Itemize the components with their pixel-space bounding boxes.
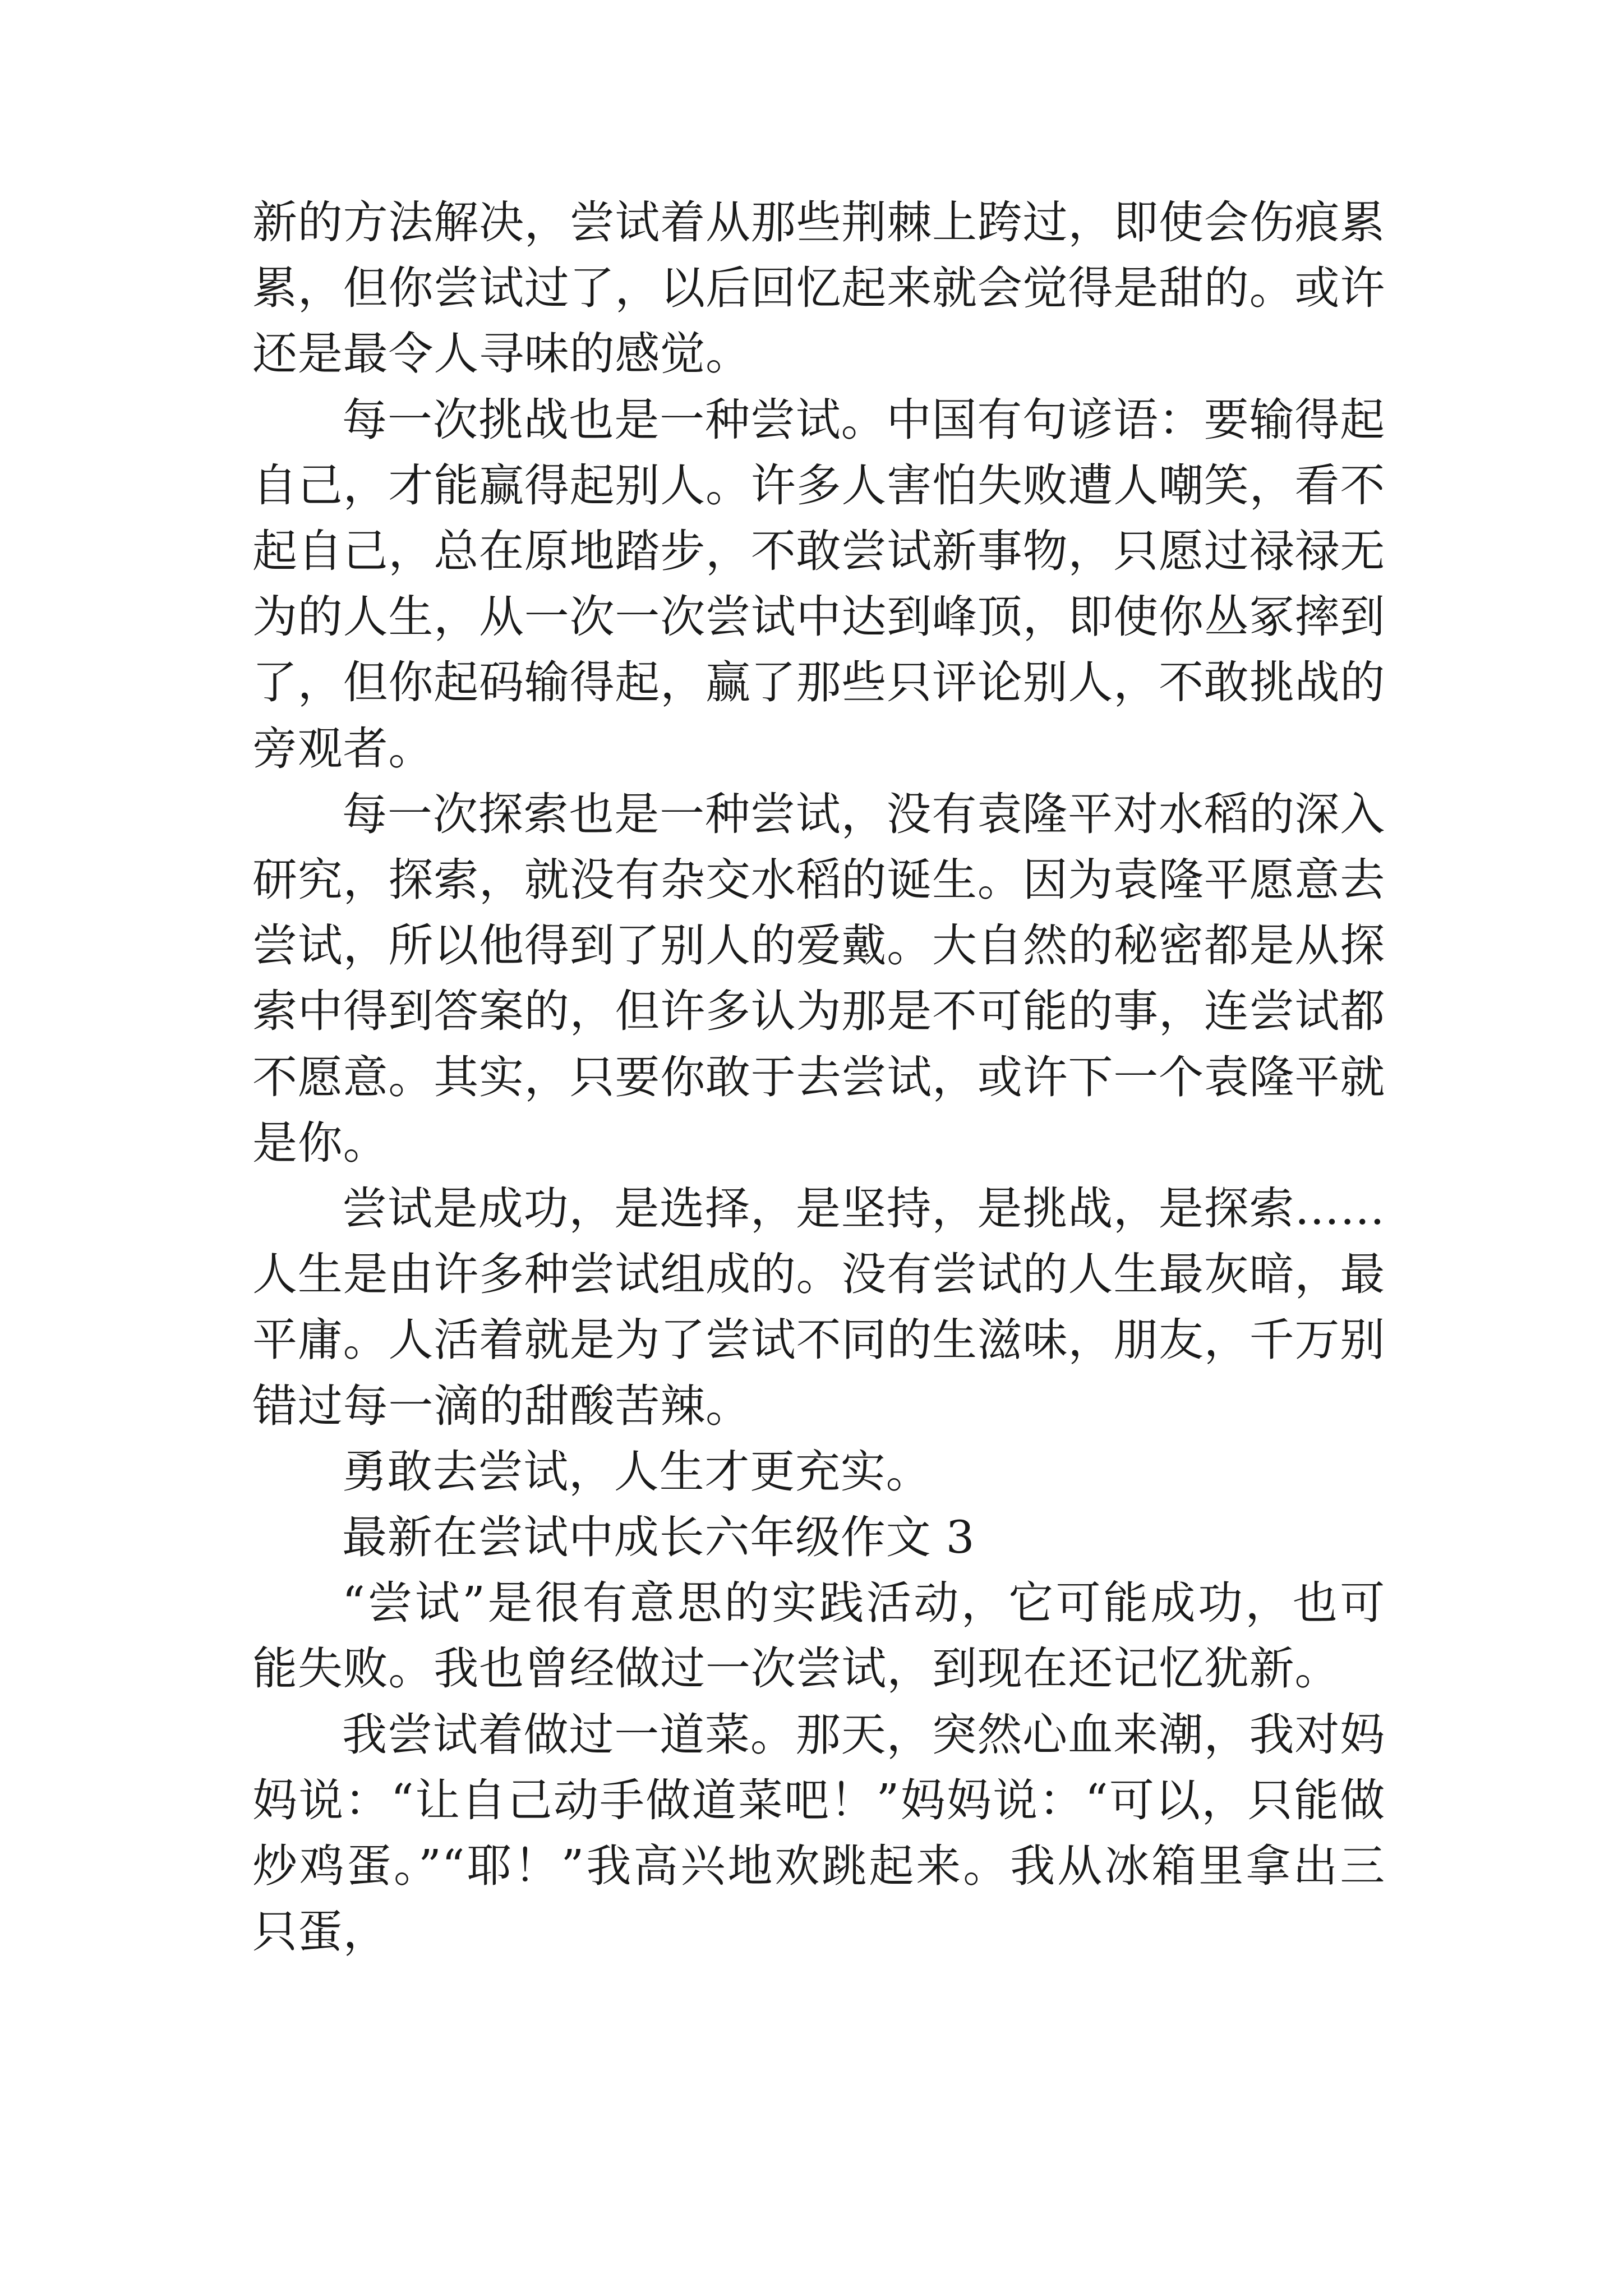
paragraph-continuation: 新的方法解决，尝试着从那些荆棘上跨过，即使会伤痕累累，但你尝试过了，以后回忆起来就会觉得是甜的。或许还是最令人寻味的感觉。: [252, 196, 1385, 380]
paragraph-challenge: 每一次挑战也是一种尝试。中国有句谚语：要输得起自己，才能赢得起别人。许多人害怕失败遭人嘲笑，看不起自己，总在原地踏步，不敢尝试新事物，只愿过禄禄无为的人生，从一次一次尝试中达到峰顶，即使你丛冢摔到了，但你起码输得起，赢了那些只评论别人，不敢挑战的旁观者。: [252, 393, 1385, 775]
paragraph-cooking: 我尝试着做过一道菜。那天，突然心血来潮，我对妈妈说：“让自己动手做道菜吧！”妈妈说：“可以，只能做炒鸡蛋。”“耶！”我高兴地欢跳起来。我从冰箱里拿出三只蛋，: [252, 1708, 1385, 1958]
document-body: [252, 190, 1385, 1964]
paragraph-exploration: 每一次探索也是一种尝试，没有袁隆平对水稻的深入研究，探索，就没有杂交水稻的诞生。因为袁隆平愿意去尝试，所以他得到了别人的爱戴。大自然的秘密都是从探索中得到答案的，但许多认为那是不可能的事，连尝试都不愿意。其实，只要你敢于去尝试，或许下一个袁隆平就是你。: [252, 788, 1385, 1169]
paragraph-conclusion: 勇敢去尝试，人生才更充实。: [342, 1445, 932, 1498]
paragraph-summary: 尝试是成功，是选择，是坚持，是挑战，是探索……人生是由许多种尝试组成的。没有尝试的人生最灰暗，最平庸。人活着就是为了尝试不同的生滋味，朋友，千万别错过每一滴的甜酸苦辣。: [252, 1182, 1385, 1432]
paragraph-intro: “尝试”是很有意思的实践活动，它可能成功，也可能失败。我也曾经做过一次尝试，到现在还记忆犹新。: [252, 1577, 1385, 1695]
essay-heading: 最新在尝试中成长六年级作文 3: [342, 1511, 975, 1564]
